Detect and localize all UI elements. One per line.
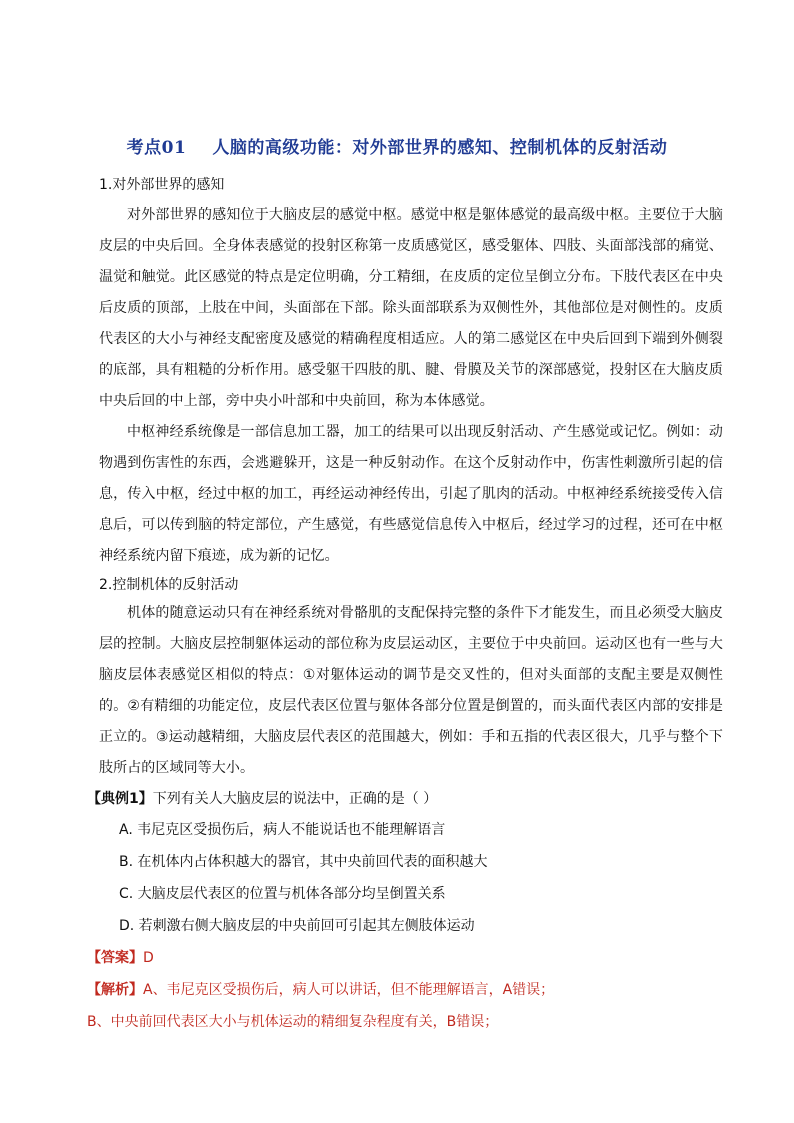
answer-line <box>87 942 723 974</box>
example-tag: 【典例1】 <box>87 791 153 807</box>
analysis-line <box>87 974 723 1006</box>
answer-tag: 【答案】 <box>87 950 143 966</box>
section-heading-perception: 1.对外部世界的感知 <box>99 177 225 193</box>
section-heading-reflex: 2.控制机体的反射活动 <box>99 577 239 593</box>
option-d: D. 若刺激右侧大脑皮层的中央前回可引起其左侧肢体运动 <box>119 918 475 934</box>
title-number: 考点01 <box>126 138 187 158</box>
analysis-text-a: A、韦尼克区受损伤后，病人可以讲话，但不能理解语言，A错误； <box>143 982 555 998</box>
analysis-line: B、中央前回代表区大小与机体运动的精细复杂程度有关，B错误； <box>87 1014 499 1030</box>
option-b: B. 在机体内占体积越大的器官，其中央前回代表的面积越大 <box>119 854 488 870</box>
document-body <box>87 172 723 1038</box>
option-a: A. 韦尼克区受损伤后，病人不能说话也不能理解语言 <box>119 822 446 838</box>
example-question <box>87 784 723 814</box>
paragraph: 中枢神经系统像是一部信息加工器，加工的结果可以出现反射活动、产生感觉或记忆。例如：动物遇到伤害性的东西，会逃避躲开，这是一种反射动作。在这个反射动作中，伤害性刺激所引起的信息，传入中枢，经过中枢的加工，再经运动神经传出，引起了肌肉的活动。中枢神经系统接受传入信息后，可以传到脑的特定部位，产生感觉，有些感觉信息传入中枢后，经过学习的过程，还可在中枢神经系统内留下痕迹，成为新的记忆。 <box>99 424 723 564</box>
page-title <box>0 133 794 158</box>
analysis-tag: 【解析】 <box>87 982 143 998</box>
question-text: 下列有关人大脑皮层的说法中，正确的是（ ） <box>152 791 438 807</box>
paragraph: 机体的随意运动只有在神经系统对骨骼肌的支配保持完整的条件下才能发生，而且必须受大脑皮层的控制。大脑皮层控制躯体运动的部位称为皮层运动区，主要位于中央前回。运动区也有一些与大脑皮层体表感觉区相似的特点：①对躯体运动的调节是交叉性的，但对头面部的支配主要是双侧性的。②有精细的功能定位，皮层代表区位置与躯体各部分位置是倒置的，而头面代表区内部的安排是正立的。③运动越精细，大脑皮层代表区的范围越大，例如：手和五指的代表区很大，几乎与整个下肢所占的区域同等大小。 <box>99 605 723 776</box>
title-text: 人脑的高级功能：对外部世界的感知、控制机体的反射活动 <box>212 138 668 158</box>
paragraph: 对外部世界的感知位于大脑皮层的感觉中枢。感觉中枢是躯体感觉的最高级中枢。主要位于大脑皮层的中央后回。全身体表感觉的投射区称第一皮质感觉区，感受躯体、四肢、头面部浅部的痛觉、温觉和触觉。此区感觉的特点是定位明确，分工精细，在皮质的定位呈倒立分布。下肢代表区在中央后皮质的顶部，上肢在中间，头面部在下部。除头面部联系为双侧性外，其他部位是对侧性的。皮质代表区的大小与神经支配密度及感觉的精确程度相适应。人的第二感觉区在中央后回到下端到外侧裂的底部，具有粗糙的分析作用。感受躯干四肢的肌、腱、骨膜及关节的深部感觉，投射区在大脑皮质中央后回的中上部，旁中央小叶部和中央前回，称为本体感觉。 <box>99 207 723 409</box>
option-c: C. 大脑皮层代表区的位置与机体各部分均呈倒置关系 <box>119 886 446 902</box>
answer-value: D <box>143 950 154 966</box>
